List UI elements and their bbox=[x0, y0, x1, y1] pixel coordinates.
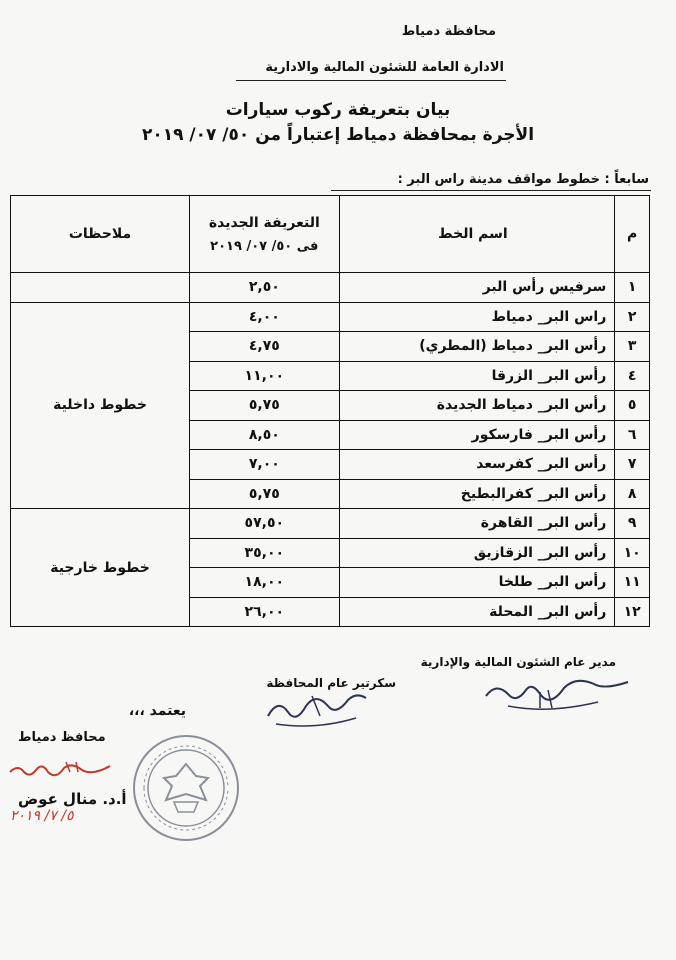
document-subtitle: الأجرة بمحافظة دمياط إعتباراً من ٥٠/ ٠٧/ ٢٠١٩ bbox=[141, 125, 535, 145]
row-line-name: رأس البر_ كفرالبطيخ bbox=[339, 479, 615, 509]
row-fare: ٢٦,٠٠ bbox=[190, 597, 339, 627]
note-external-lines: خطوط خارجية bbox=[11, 509, 190, 627]
governor-signature bbox=[6, 758, 116, 780]
row-line-name: رأس البر_ الزرقا bbox=[339, 361, 615, 391]
official-stamp-icon bbox=[130, 732, 242, 844]
header-notes: ملاحظات bbox=[11, 196, 190, 273]
row-fare: ٨,٥٠ bbox=[190, 420, 339, 450]
department-header: الادارة العامة للشئون المالية والادارية bbox=[265, 60, 504, 75]
approval-label: يعتمد ،،، bbox=[128, 703, 186, 719]
row-num: ٨ bbox=[615, 479, 650, 509]
document-title: بيان بتعريفة ركوب سيارات bbox=[225, 100, 451, 120]
row-line-name: رأس البر_ طلخا bbox=[339, 568, 615, 598]
row-fare: ٢,٥٠ bbox=[190, 273, 339, 303]
row-line-name: رأس البر_ الزقازيق bbox=[339, 538, 615, 568]
secretary-general-title: سكرتير عام المحافظة bbox=[266, 676, 396, 690]
row-fare: ٤,٠٠ bbox=[190, 302, 339, 332]
row-line-name: رأس البر_ فارسكور bbox=[339, 420, 615, 450]
finance-director-title: مدير عام الشئون المالية والإدارية bbox=[420, 655, 616, 669]
governor-title: محافظ دمياط bbox=[18, 730, 106, 745]
header-new-fare bbox=[190, 196, 339, 273]
row-line-name: رأس البر_ كفرسعد bbox=[339, 450, 615, 480]
row-num: ٦ bbox=[615, 420, 650, 450]
row-line-name: رأس البر_ المحلة bbox=[339, 597, 615, 627]
row-line-name: رأس البر_ القاهرة bbox=[339, 509, 615, 539]
table-row bbox=[11, 509, 650, 539]
row-line-name: رأس البر_ دمياط الجديدة bbox=[339, 391, 615, 421]
row-note-empty bbox=[11, 273, 190, 303]
row-num: ١١ bbox=[615, 568, 650, 598]
row-num: ١٠ bbox=[615, 538, 650, 568]
row-fare: ٥٧,٥٠ bbox=[190, 509, 339, 539]
table-row bbox=[11, 302, 650, 332]
note-internal-lines: خطوط داخلية bbox=[11, 302, 190, 509]
row-fare: ٥,٧٥ bbox=[190, 479, 339, 509]
row-line-name: راس البر_ دمياط bbox=[339, 302, 615, 332]
row-fare: ٧,٠٠ bbox=[190, 450, 339, 480]
row-fare: ٤,٧٥ bbox=[190, 332, 339, 362]
row-fare: ٥,٧٥ bbox=[190, 391, 339, 421]
row-fare: ١١,٠٠ bbox=[190, 361, 339, 391]
row-num: ١ bbox=[615, 273, 650, 303]
row-num: ٢ bbox=[615, 302, 650, 332]
row-num: ٥ bbox=[615, 391, 650, 421]
row-fare: ١٨,٠٠ bbox=[190, 568, 339, 598]
header-line-name: اسم الخط bbox=[339, 196, 615, 273]
row-num: ٣ bbox=[615, 332, 650, 362]
finance-director-signature bbox=[478, 672, 638, 718]
row-line-name: سرفيس رأس البر bbox=[339, 273, 615, 303]
row-num: ٧ bbox=[615, 450, 650, 480]
section-heading: سابعاً : خطوط مواقف مدينة راس البر : bbox=[397, 172, 649, 187]
governor-name: أ.د. منال عوض bbox=[18, 790, 127, 808]
row-fare: ٣٥,٠٠ bbox=[190, 538, 339, 568]
section-underline bbox=[331, 190, 651, 191]
row-num: ٩ bbox=[615, 509, 650, 539]
header-new-fare-label: التعريفة الجديدة bbox=[208, 214, 320, 231]
department-underline bbox=[236, 80, 506, 81]
table-header-row bbox=[11, 196, 650, 273]
governor-signature-date: ٥/ ٧/ ٢٠١٩ bbox=[10, 808, 74, 824]
secretary-general-signature bbox=[262, 686, 372, 732]
header-new-fare-date: فى ٥٠/ ٠٧/ ٢٠١٩ bbox=[210, 238, 319, 254]
fares-table bbox=[10, 195, 650, 627]
header-num: م bbox=[615, 196, 650, 273]
governorate-header: محافظة دمياط bbox=[401, 24, 496, 39]
row-num: ١٢ bbox=[615, 597, 650, 627]
row-num: ٤ bbox=[615, 361, 650, 391]
row-line-name: رأس البر_ دمياط (المطري) bbox=[339, 332, 615, 362]
table-row bbox=[11, 273, 650, 303]
